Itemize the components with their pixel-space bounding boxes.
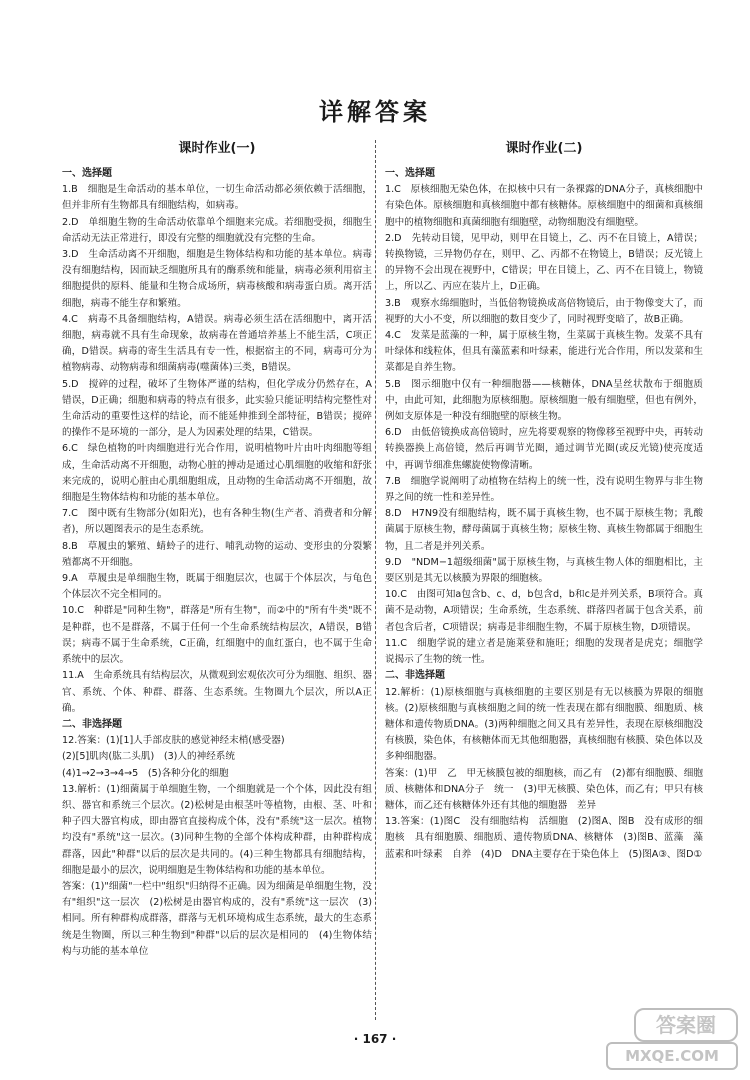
answer-item: 5.D 搅碎的过程，破坏了生物体严谨的结构，但化学成分仍然存在，A错误，D正确；细胞和病毒的特点有很多，此实验只能证明结构完整性对生命活动的重要性这样的结论，而不能延伸推到全部特征，B错误；搅碎的操作不是环境的一部分，是人为因素处理的结果，C错误。: [62, 378, 372, 439]
answer-item: 3.B 观察水绵细胞时，当低倍物镜换成高倍物镜后，由于物像变大了，而视野的大小不变，所以细胞的数目变少了，同时视野变暗了，故B正确。: [385, 297, 703, 325]
left-column: [62, 140, 372, 960]
answer-item: 3.D 生命活动离不开细胞，细胞是生物体结构和功能的基本单位。病毒没有细胞结构，因而缺乏细胞所具有的酶系统和能量，病毒必须利用宿主细胞提供的原料、能量和生物合成场所，病毒核酸和病毒蛋白质。离开活细胞，病毒不能生存和繁殖。: [62, 249, 372, 309]
answer-item: 1.C 原核细胞无染色体，在拟核中只有一条裸露的DNA分子，真核细胞中有染色体。原核细胞和真核细胞中都有核糖体。原核细胞中的细菌和真核细胞中的植物细胞和真菌细胞有细胞壁，动物细胞没有细胞壁。: [385, 184, 703, 228]
section-title: 二、非选择题: [62, 718, 122, 730]
column-divider: [375, 140, 376, 1020]
answer-item: 8.D H7N9没有细胞结构，既不属于真核生物，也不属于原核生物；乳酸菌属于原核生物，酵母菌属于真核生物；原核生物、真核生物都属于细胞生物，且二者是并列关系。: [385, 508, 703, 552]
answer-item: 7.C 图中既有生物部分(如阳光)，也有各种生物(生产者、消费者和分解者)，所以题图表示的是生态系统。: [62, 508, 372, 536]
watermark-top: 答案圈: [634, 1008, 738, 1042]
answer-item: 13.答案：(1)图C 没有细胞结构 活细胞 (2)图A、图B 没有成形的细胞核 具有细胞膜、细胞质、遗传物质DNA、核糖体 (3)图B、蓝藻 藻蓝素和叶绿素 自养 (4)D DNA主要存在于染色体上 (5)图A③、图D①: [385, 816, 703, 860]
section-title: 二、非选择题: [385, 670, 445, 682]
answer-item: 2.D 单细胞生物的生命活动依靠单个细胞来完成。若细胞受损，细胞生命活动无法正常进行，即没有完整的细胞就没有完整的生命。: [62, 216, 372, 244]
answer-item: (4)1→2→3→4→5 (5)各种分化的细胞: [62, 767, 229, 779]
answer-item: 1.B 细胞是生命活动的基本单位，一切生命活动都必须依赖于活细胞，但并非所有生物都具有细胞结构，如病毒。: [62, 184, 372, 212]
page-title: 详解答案: [319, 97, 431, 126]
answer-item: 5.B 图示细胞中仅有一种细胞器——核糖体，DNA呈丝状散布于细胞质中，由此可知，此细胞为原核细胞。原核细胞一般有细胞壁，但也有例外，例如支原体是一种没有细胞壁的原核生物。: [385, 378, 703, 423]
answer-item: 2.D 先转动目镜，见甲动，则甲在目镜上，乙、丙不在目镜上，A错误；转换物镜，三异物仍存在，则甲、乙、丙都不在物镜上，B错误；反光镜上的异物不会出现在视野中，C错误；甲在目镜上，乙、丙不在目镜上，物镜上，所以乙、丙应在装片上，D正确。: [385, 232, 703, 293]
answer-item: 答案：(1)甲 乙 甲无核膜包被的细胞核，而乙有 (2)都有细胞膜、细胞质、核糖体和DNA分子 统一 (3)甲无核膜、染色体，而乙有；甲只有核糖体，而乙还有核糖体外还有其他的细胞器 差异: [385, 767, 703, 811]
answer-item: 4.C 发菜是蓝藻的一种，属于原核生物，生菜属于真核生物。发菜不具有叶绿体和线粒体，但具有藻蓝素和叶绿素，能进行光合作用，所以发菜和生菜都是自养生物。: [385, 330, 703, 374]
right-column-heading: 课时作业(二): [505, 141, 583, 156]
section-title: 一、选择题: [62, 168, 112, 179]
answer-item: 6.C 绿色植物的叶肉细胞进行光合作用，说明植物叶片由叶肉细胞等组成，生命活动离不开细胞，动物心脏的搏动是通过心肌细胞的收缩和舒张来完成的，说明心脏由心肌细胞组成，且动物的生命活动离不开细胞，故细胞是生物体结构和功能的基本单位。: [62, 443, 372, 504]
answer-item: 4.C 病毒不具备细胞结构，A错误。病毒必须生活在活细胞中，离开活细胞，病毒就不具有生命现象，故病毒在普通培养基上不能生活，C项正确，D错误。病毒的寄生生活具有专一性，根据宿主的不同，病毒可分为植物病毒、动物病毒和细菌病毒(噬菌体)三类，B错误。: [62, 313, 372, 374]
answer-item: 12.答案：(1)[1]人手部皮肤的感觉神经末梢(感受器): [62, 735, 285, 747]
answer-item: 9.D "NDM−1超级细菌"属于原核生物，与真核生物人体的细胞相比，主要区别是其无以核膜为界限的细胞核。: [385, 556, 703, 585]
answer-item: 10.C 由图可知a包含b、c、d，b包含d，b和c是并列关系，B项符合。真菌不是动物，A项错误；生命系统，生态系统、群落四者属于包含关系，前者包含后者，C项错误；病毒是非细胞生物，不属于原核生物，D项错误。: [385, 589, 703, 633]
answer-item: 10.C 种群是"同种生物"，群落是"所有生物"，而②中的"所有牛类"既不是种群，也不是群落，不属于任何一个生命系统结构层次，A错误，B错误；病毒不属于生命系统，C正确，红细胞中的血红蛋白，也不属于生命系统中的层次。: [62, 605, 372, 666]
left-column-heading: 课时作业(一): [178, 141, 256, 156]
answer-item: (2)[5]肌肉(肱二头肌) (3)人的神经系统: [62, 751, 235, 763]
section-title: 一、选择题: [385, 168, 435, 179]
answer-item: 答案：(1)"细菌"一栏中"组织"归纳得不正确。因为细菌是单细胞生物，没有"组织"这一层次 (2)松树是由器官构成的，没有"系统"这一层次 (3)相同。所有种群构成群落，群落与无机环境构成生态系统，最大的生态系统是生物圈，所以三种生物到"种群"以后的层次是相同的 (4)生物体结构与功能的基本单位: [62, 880, 372, 957]
answer-item: 11.C 细胞学说的建立者是施莱登和施旺；细胞的发现者是虎克；细胞学说揭示了生物的统一性。: [385, 637, 703, 666]
answer-item: 9.A 草履虫是单细胞生物，既属于细胞层次，也属于个体层次，与龟色个体层次不完全相同的。: [62, 573, 372, 601]
answer-item: 11.A 生命系统具有结构层次，从微观到宏观依次可分为细胞、组织、器官、系统、个体、种群、群落、生态系统。生物圈九个层次，所以A正确。: [62, 670, 372, 714]
answer-item: 7.B 细胞学说阐明了动植物在结构上的统一性，没有说明生物界与非生物界之间的统一性和差异性。: [385, 475, 703, 504]
answer-item: 8.B 草履虫的繁殖、蜻蛉子的进行、哺乳动物的运动、变形虫的分裂繁殖都离不开细胞。: [62, 540, 372, 568]
answer-item: 6.D 由低倍镜换成高倍镜时，应先将要观察的物像移至视野中央，再转动转换器换上高倍镜，然后再调节光圈，通过调节光圈(或反光镜)使亮度适中，再调节细准焦螺旋使物像清晰。: [385, 427, 703, 471]
answer-item: 13.解析：(1)细菌属于单细胞生物，一个细胞就是一个个体，因此没有组织、器官和系统三个层次。(2)松树是由根茎叶等植物，由根、茎、叶和种子四大器官构成，即由器官直接构成个体，没有"系统"这一层次。植物均没有"系统"这一层次。(3)同种生物的全部个体构成种群，由种群构成群落，因此"种群"以后的层次是共同的。(4)三种生物都具有细胞结构，细胞是最小的层次，说明细胞是生物体结构和功能的基本单位。: [62, 783, 372, 876]
watermark-logo: [606, 1008, 738, 1070]
watermark-bottom: MXQE.COM: [606, 1042, 738, 1070]
right-column: [385, 140, 703, 863]
page-number: · 167 ·: [353, 1032, 397, 1046]
answer-item: 12.解析：(1)原核细胞与真核细胞的主要区别是有无以核膜为界限的细胞核。(2)原核细胞与真核细胞之间的统一性表现在都有细胞膜、细胞质、核糖体和遗传物质DNA。(3)两种细胞之间又具有差异性，表现在原核细胞没有核膜，染色体，有核糖体而无其他细胞器，真核细胞有核膜、染色体以及多种细胞器。: [385, 686, 703, 763]
